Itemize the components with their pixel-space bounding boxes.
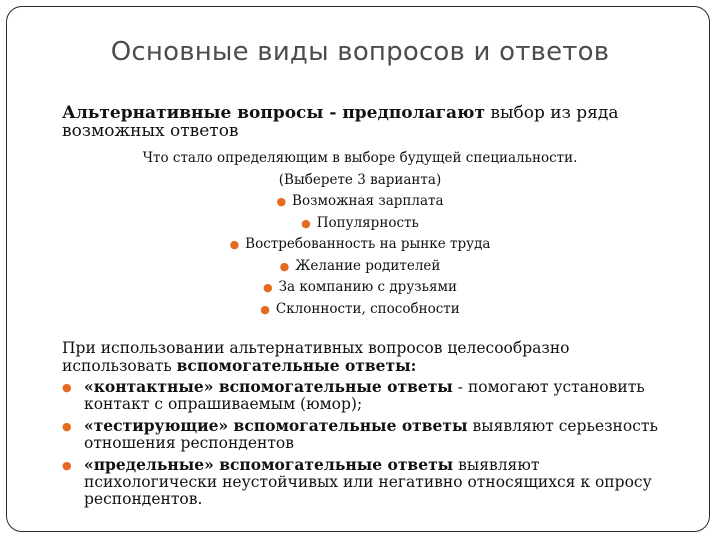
example-question: Что стало определяющим в выборе будущей специальности.: [142, 150, 578, 166]
slide-title: Основные виды вопросов и ответов: [110, 37, 610, 67]
option-item: ● Желание родителей: [279, 257, 441, 274]
bullet-icon: ●: [263, 281, 273, 294]
usage-section: [62, 340, 672, 512]
intro-lead: Альтернативные вопросы - предполагают: [62, 103, 485, 123]
aux-answer-item: ● «контактные» вспомогательные ответы - помогают установить контакт с опрашиваемым (юмор);: [62, 377, 645, 413]
intro-paragraph: [62, 104, 662, 140]
example-question-block: [100, 148, 620, 320]
bullet-icon: ●: [279, 259, 290, 273]
option-item: ● Востребованность на рынке труда: [229, 236, 491, 252]
aux-answer-item: ● «тестирующие» вспомогательные ответы выявляют серьезность отношения респондентов: [62, 416, 658, 452]
bullet-icon: ●: [301, 216, 311, 230]
bullet-icon: ●: [62, 459, 72, 472]
bullet-icon: ●: [276, 195, 287, 208]
option-item: ● Склонности, способности: [260, 300, 460, 317]
bullet-icon: ●: [260, 302, 270, 316]
usage-paragraph: При использовании альтернативных вопросов целесообразно использовать вспомогательные ответы:: [62, 339, 570, 375]
option-item: ● За компанию с друзьями: [263, 279, 457, 295]
option-item: ● Возможная зарплата: [276, 193, 444, 209]
example-instruction: (Выберете 3 варианта): [278, 171, 442, 188]
bullet-icon: ●: [62, 420, 72, 433]
option-item: ● Популярность: [301, 214, 419, 231]
aux-answer-list: [62, 378, 672, 508]
bullet-icon: ●: [229, 238, 240, 251]
bullet-icon: ●: [62, 381, 72, 394]
intro-rest: выбор из ряда возможных ответов: [62, 103, 619, 141]
aux-answer-item: ● «предельные» вспомогательные ответы выявляют психологически неустойчивых или негативно относящихся к опросу респондентов.: [62, 455, 652, 508]
